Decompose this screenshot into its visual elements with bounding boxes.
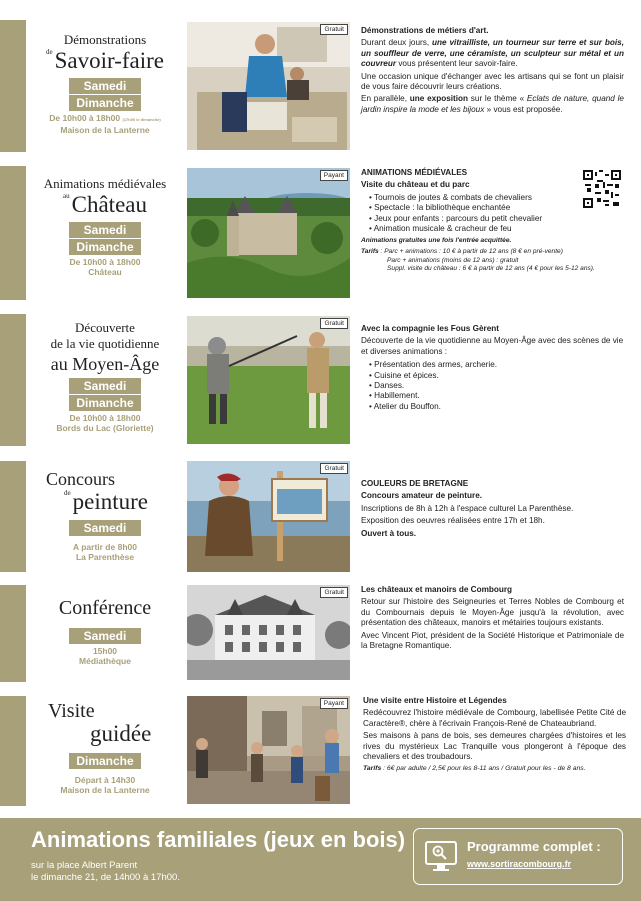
- event-heading: [30, 320, 180, 433]
- text-run-emphasis: une vitrailliste, un tourneur sur terre et sur bois, un souffleur de verre, une céramiste, un sculpteur sur métal et un couvreur: [361, 38, 624, 69]
- desc-paragraph: Découverte de la vie quotidienne au Moyen-Âge avec des scènes de vie et diverses animations :: [361, 336, 624, 356]
- list-item: • Tournois de joutes & combats de chevaliers: [369, 193, 624, 203]
- list-item: • Danses.: [369, 381, 624, 391]
- chateau-photo-illustration: [187, 168, 350, 298]
- activity-list: [369, 360, 624, 412]
- section-moyen-age: [0, 314, 641, 446]
- event-time: De 10h00 à 18h00: [69, 257, 141, 267]
- event-heading: [30, 595, 180, 666]
- list-item: • Jeux pour enfants : parcours du petit chevalier: [369, 214, 624, 224]
- tarif-line: Parc + animations (moins de 12 ans) : gratuit: [387, 256, 519, 264]
- text-run: Durant deux jours,: [361, 38, 433, 48]
- time-note: (17h00 le dimanche): [122, 117, 161, 122]
- qr-code[interactable]: [583, 170, 621, 208]
- section-visite: [0, 696, 641, 806]
- heading-big: Château: [71, 192, 147, 217]
- artisan-photo-illustration: [187, 22, 350, 150]
- event-heading: [30, 32, 180, 135]
- desc-paragraph: Une occasion unique d'échanger avec les artisans qui se font un plaisir de vous faire découvrir leurs créations.: [361, 71, 624, 92]
- footer-subtitle: [31, 860, 180, 884]
- text-run-bold: une exposition: [409, 94, 469, 104]
- desc-paragraph: Retour sur l'histoire des Seigneuries et Terres Nobles de Combourg et du Combournais depuis le Moyen-Âge jusqu'à la révolution, avec présentation des châteaux, manoirs et métairies toujours existants.: [361, 597, 624, 628]
- event-description: [361, 479, 624, 541]
- desc-title: Avec la compagnie les Fous Gèrent: [361, 324, 500, 333]
- text-run-italic: Eclats de nature, quand le jardin inspire la mode et les bijoux: [361, 94, 624, 114]
- footer-banner: [0, 818, 641, 901]
- event-time: De 10h00 à 18h00: [69, 413, 141, 423]
- heading-big: guidée: [90, 721, 152, 746]
- desc-paragraph: [361, 94, 624, 115]
- tour-photo-illustration: [187, 696, 350, 804]
- desc-subtitle: Concours amateur de peinture.: [361, 491, 483, 501]
- tarifs: [361, 248, 624, 274]
- desc-paragraph: Ouvert à tous.: [361, 528, 417, 538]
- text-run: » vous est proposée.: [484, 104, 563, 114]
- price-tag: Gratuit: [320, 24, 348, 35]
- heading-connector: de: [46, 48, 53, 56]
- combat-photo-illustration: [187, 316, 350, 444]
- list-item: • Habillement.: [369, 391, 624, 401]
- event-schedule: [30, 519, 180, 562]
- desc-title: ANIMATIONS MÉDIÉVALES: [361, 168, 468, 177]
- event-time: [30, 113, 180, 125]
- heading-connector: au: [63, 192, 70, 200]
- program-title: Programme complet :: [467, 839, 601, 854]
- event-description: [361, 168, 624, 274]
- desc-title: COULEURS DE BRETAGNE: [361, 479, 469, 488]
- tarifs-label: Tarifs: [361, 247, 379, 255]
- day-badge-samedi: Samedi: [69, 520, 141, 536]
- section-conference: [0, 585, 641, 682]
- price-tag: Gratuit: [320, 463, 348, 474]
- time-text: De 10h00 à 18h00: [49, 113, 121, 123]
- program-url-link[interactable]: www.sortiracombourg.fr: [467, 859, 572, 869]
- event-heading: [30, 469, 180, 515]
- tarifs: [363, 764, 626, 774]
- heading-line: Concours: [46, 469, 115, 489]
- desc-paragraph: [361, 38, 624, 69]
- desc-title: Une visite entre Histoire et Légendes: [363, 696, 507, 705]
- heading-connector: de: [64, 489, 71, 497]
- list-item: • Animation musicale & cracheur de feu: [369, 224, 624, 234]
- day-badge-dimanche: Dimanche: [69, 95, 141, 111]
- price-tag: Gratuit: [320, 318, 348, 329]
- desc-paragraph: Redécouvrez l'histoire médiévale de Combourg, labellisée Petite Cité de Caractère®, chère à l'écrivain François-René de Chateaubriand.: [363, 708, 626, 728]
- photo-artisan: [187, 22, 350, 150]
- event-schedule: [30, 752, 180, 795]
- event-time: 15h00: [92, 646, 118, 656]
- text-run: En parallèle,: [361, 94, 410, 104]
- event-place: La Parenthèse: [75, 552, 135, 562]
- day-badge-samedi: Samedi: [69, 78, 141, 94]
- desc-paragraph: Avec Vincent Piot, président de la Société Historique et Patrimoniale de la Bretagne Romantique.: [361, 630, 624, 651]
- heading-line: Visite: [48, 700, 95, 722]
- heading-big: au Moyen-Âge: [50, 354, 160, 374]
- list-item: • Spectacle : la bibliothèque enchantée: [369, 203, 624, 213]
- event-time: A partir de 8h00: [73, 542, 137, 552]
- event-description: [361, 26, 624, 117]
- heading-big: Conférence: [58, 597, 152, 619]
- section-savoir-faire: [0, 20, 641, 152]
- photo-manoir: [187, 585, 350, 680]
- photo-chateau: [187, 168, 350, 298]
- side-bar: [0, 585, 26, 682]
- footer-line: le dimanche 21, de 14h00 à 17h00.: [31, 872, 180, 883]
- manor-photo-illustration: [187, 585, 350, 680]
- qr-code-icon: [583, 170, 621, 208]
- price-tag: Payant: [320, 698, 348, 709]
- footer-title: Animations familiales (jeux en bois): [31, 827, 406, 852]
- painter-photo-illustration: [187, 461, 350, 572]
- heading-line: Découverte: [75, 320, 135, 335]
- day-badge-dimanche: Dimanche: [69, 395, 141, 411]
- side-bar: [0, 314, 26, 446]
- heading-line: Animations médiévales: [43, 176, 167, 191]
- event-place: Médiathèque: [79, 656, 131, 666]
- tarif-text: : 6€ par adulte / 2,5€ pour les 8-11 ans / Gratuit pour les - de 8 ans.: [381, 765, 586, 773]
- tarifs-label: Tarifs: [363, 765, 382, 773]
- program-link-box[interactable]: [413, 828, 623, 885]
- heading-big: Savoir-faire: [54, 48, 164, 73]
- side-bar: [0, 696, 26, 806]
- desc-paragraph: Inscriptions de 8h à 12h à l'espace culturel La Parenthèse.: [361, 503, 574, 513]
- day-badge-samedi: Samedi: [69, 222, 141, 238]
- day-badge-samedi: Samedi: [69, 378, 141, 394]
- day-badge-dimanche: Dimanche: [69, 239, 141, 255]
- list-item: • Présentation des armes, archerie.: [369, 360, 624, 370]
- desc-paragraph: Exposition des oeuvres réalisées entre 17h et 18h.: [361, 516, 545, 526]
- event-heading: [30, 700, 180, 746]
- text-run: vous présentent leur savoir-faire.: [396, 59, 518, 69]
- event-place: Bords du Lac (Gloriette): [56, 423, 154, 433]
- desc-title: Démonstrations de métiers d'art.: [361, 26, 489, 35]
- photo-peinture: [187, 461, 350, 572]
- monitor-search-icon: [424, 839, 458, 875]
- event-time: Départ à 14h30: [74, 775, 136, 785]
- event-description: [361, 585, 624, 653]
- text-run: sur le thème «: [468, 94, 527, 104]
- day-badge-dimanche: Dimanche: [69, 753, 141, 769]
- photo-visite: [187, 696, 350, 804]
- footer-line: sur la place Albert Parent: [31, 860, 138, 871]
- day-badge-samedi: Samedi: [69, 628, 141, 644]
- event-place: Château: [88, 267, 122, 277]
- list-item: • Atelier du Bouffon.: [369, 402, 624, 412]
- event-description: [363, 696, 626, 777]
- section-chateau: [0, 166, 641, 300]
- price-tag: Gratuit: [320, 587, 348, 598]
- side-bar: [0, 461, 26, 572]
- free-note: Animations gratuites une fois l'entrée acquittée.: [361, 237, 512, 245]
- event-place: Maison de la Lanterne: [60, 125, 150, 135]
- tarif-text: : Parc + animations : 10 € à partir de 12 ans (8 € en pré-vente): [378, 247, 563, 255]
- heading-line: de la vie quotidienne: [50, 336, 160, 351]
- section-peinture: [0, 461, 641, 572]
- desc-subtitle: Visite du château et du parc: [361, 180, 470, 190]
- event-heading: [30, 176, 180, 277]
- heading-line: Démonstrations: [63, 32, 147, 47]
- price-tag: Payant: [320, 170, 348, 181]
- event-place: Maison de la Lanterne: [60, 785, 150, 795]
- tarif-line: [361, 248, 624, 257]
- heading-big: peinture: [72, 489, 148, 514]
- tarif-line: Suppl. visite du château : 6 € à partir de 12 ans (4 € pour les 5-12 ans).: [387, 265, 595, 273]
- side-bar: [0, 166, 26, 300]
- side-bar: [0, 20, 26, 152]
- event-description: [361, 324, 624, 412]
- desc-paragraph: Ses maisons à pans de bois, ses demeures chargées d'histoires et les rives du mystérieux Lac Tranquille vous plongeront à l'époque des chevaliers et des troubadours.: [363, 731, 626, 762]
- heading-row: [46, 489, 148, 514]
- photo-combat: [187, 316, 350, 444]
- list-item: • Cuisine et épices.: [369, 371, 624, 381]
- desc-title: Les châteaux et manoirs de Combourg: [361, 585, 513, 594]
